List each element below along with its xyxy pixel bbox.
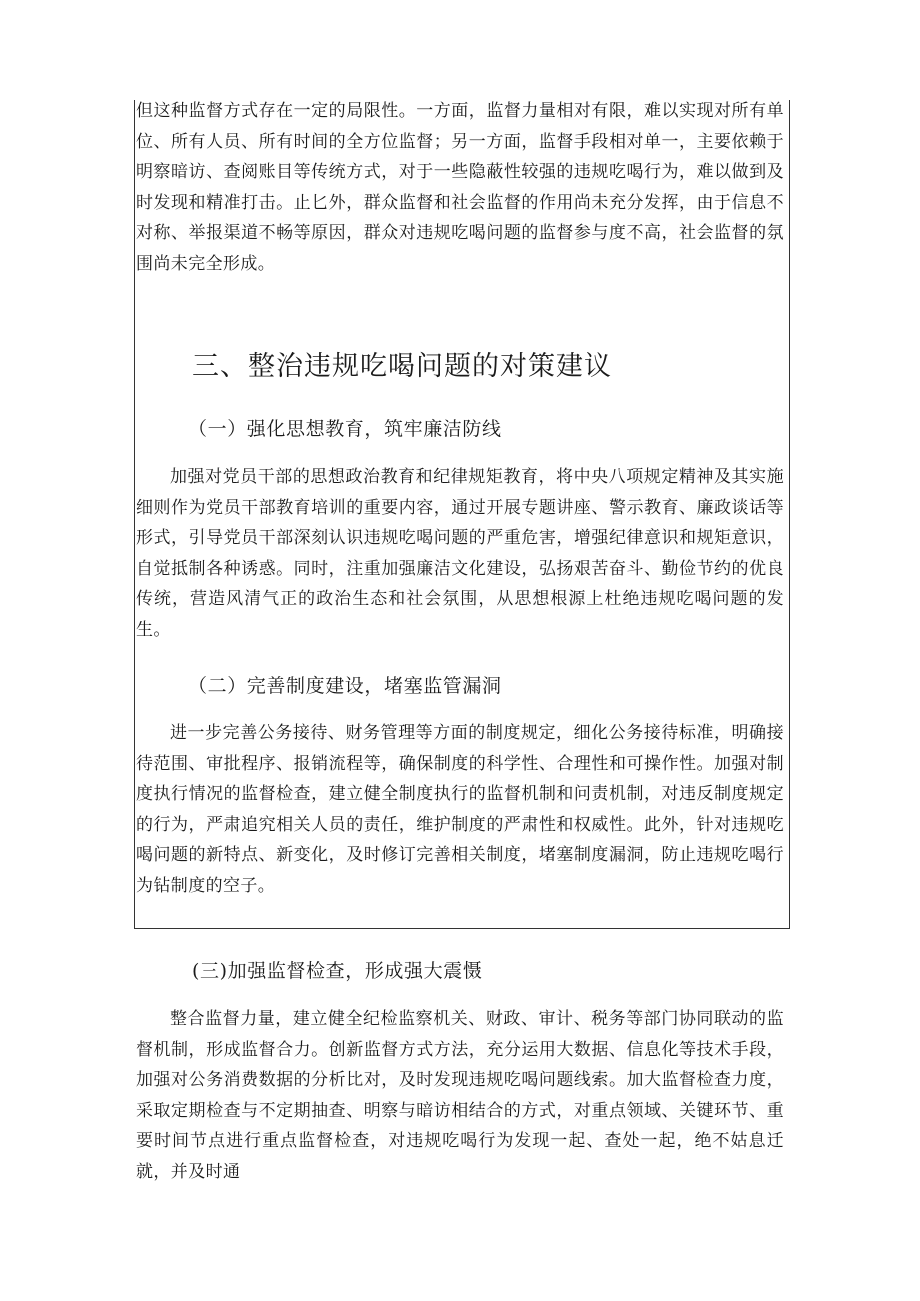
- subsection-1-body: 加强对党员干部的思想政治教育和纪律规矩教育，将中央八项规定精神及其实施细则作为党员干部教育培训的重要内容，通过开展专题讲座、警示教育、廉政谈话等形式，引导党员干部深刻认识违规吃喝问题的严重危害，增强纪律意识和规矩意识，自觉抵制各种诱惑。同时，注重加强廉洁文化建设，弘扬艰苦奋斗、勤俭节约的优良传统，营造风清气正的政治生态和社会氛围，从思想根源上杜绝违规吃喝问题的发生。: [136, 467, 784, 640]
- intro-paragraph: 但这种监督方式存在一定的局限性。一方面，监督力量相对有限，难以实现对所有单位、所有人员、所有时间的全方位监督；另一方面，监督手段相对单一，主要依赖于明察暗访、查阅账目等传统方式，对于一些隐蔽性较强的违规吃喝行为，难以做到及时发现和精准打击。止匕外，群众监督和社会监督的作用尚未充分发挥，由于信息不对称、举报渠道不畅等原因，群众对违规吃喝问题的监督参与度不高，社会监督的氛围尚未完全形成。: [136, 101, 784, 274]
- section-title: 三、整治违规吃喝问题的对策建议: [192, 351, 612, 382]
- subsection-3-title: (三)加强监督检查，形成强大震慑: [192, 960, 483, 982]
- subsection-3-body: 整合监督力量，建立健全纪检监察机关、财政、审计、税务等部门协同联动的监督机制，形成监督合力。创新监督方式方法，充分运用大数据、信息化等技术手段，加强对公务消费数据的分析比对，及时发现违规吃喝问题线索。加大监督检查力度，采取定期检查与不定期抽查、明察与暗访相结合的方式，对重点领域、关键环节、重要时间节点进行重点监督检查，对违规吃喝行为发现一起、查处一起，绝不姑息迁就，并及时通: [136, 1009, 784, 1182]
- subsection-2-body: 进一步完善公务接待、财务管理等方面的制度规定，细化公务接待标准，明确接待范围、审批程序、报销流程等，确保制度的科学性、合理性和可操作性。加强对制度执行情况的监督检查，建立健全制度执行的监督机制和问责机制，对违反制度规定的行为，严肃追究相关人员的责任，维护制度的严肃性和权威性。此外，针对违规吃喝问题的新特点、新变化，及时修订完善相关制度，堵塞制度漏洞，防止违规吃喝行为钻制度的空子。: [136, 723, 784, 896]
- subsection-1-title: （一）强化思想教育，筑牢廉洁防线: [188, 418, 502, 440]
- subsection-2-title: （二）完善制度建设，堵塞监管漏洞: [188, 675, 502, 697]
